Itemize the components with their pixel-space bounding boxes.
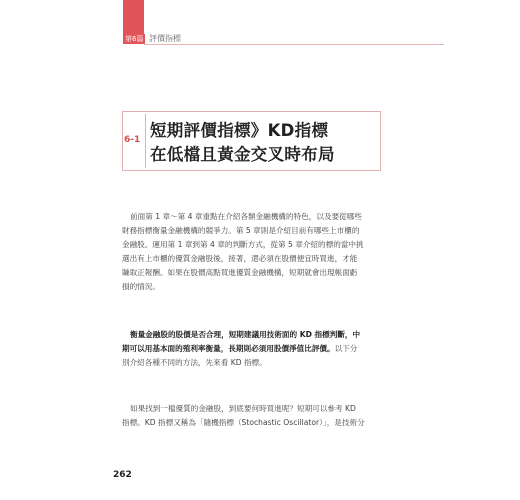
paragraph-2 [122, 328, 392, 370]
section-title-line-1: 短期評價指標》KD指標 [150, 121, 329, 140]
paragraph-line: 選出有上市櫃的優質金融股後，接著，還必須在股價便宜時買進，才能 [122, 254, 358, 263]
section-number: 6-1 [124, 135, 141, 145]
regular-text: 以下分 [334, 344, 358, 353]
paragraph-1 [122, 210, 392, 294]
paragraph-line: 金融股。運用第 1 章到第 4 章的判斷方式，從第 5 章介紹的標的當中挑 [122, 240, 364, 249]
paragraph-line: 別介紹各種不同的方法，先來看 KD 指標。 [122, 358, 267, 367]
bold-text: 衡量金融股的股價是否合理，短期建議用技術面的 KD 指標判斷，中 [130, 330, 361, 339]
paragraph-line: 損的情況。 [122, 282, 160, 291]
paragraph-line: 如果找到一檔優質的金融股，到底要何時買進呢？短期可以參考 KD [130, 404, 356, 413]
paragraph-3 [122, 402, 392, 430]
paragraph-line: 指標。KD 指標又稱為「隨機指標（Stochastic Oscillator）」，是技術分 [122, 418, 365, 427]
paragraph-mixed-line [122, 342, 392, 356]
header-rule [144, 44, 444, 45]
paragraph-line: 財務指標衡量金融機構的競爭力。第 5 章則是介紹目前有哪些上市櫃的 [122, 226, 360, 235]
bold-text: 期可以用基本面的殖利率衡量，長期則必須用股價淨值比評價。 [122, 344, 335, 353]
paragraph-line: 前面第 1 章～第 4 章重點在介紹各類金融機構的特色，以及要從哪些 [130, 212, 362, 221]
chapter-title: 評價指標 [149, 34, 181, 43]
paragraph-line: 賺取正報酬。如果在股價高點買進優質金融機構，短期就會出現帳面虧 [122, 268, 358, 277]
section-divider [145, 114, 146, 168]
page-number: 262 [113, 470, 132, 480]
paragraph-bold-line [122, 328, 392, 342]
section-title-line-2: 在低檔且黃金交叉時布局 [150, 145, 335, 164]
chapter-label: 第6篇 [125, 35, 144, 43]
